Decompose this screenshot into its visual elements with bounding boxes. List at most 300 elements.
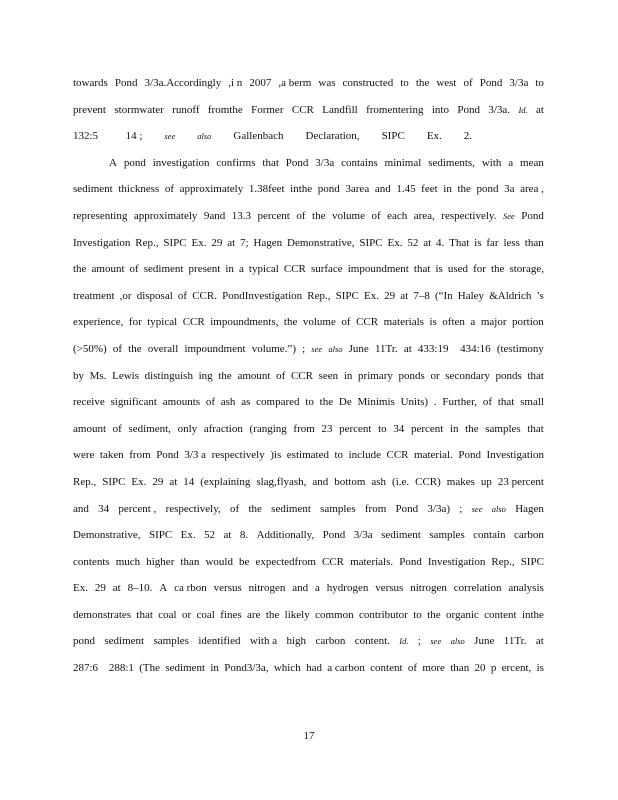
text-word: Lewis [112,369,140,382]
text-word: in [225,263,234,276]
text-word: 3/3a [315,156,335,169]
text-word: at [169,475,178,488]
text-word: of [230,502,240,515]
text-word: of [164,183,175,196]
text-word: Investigation [486,449,544,462]
text-word: at [400,289,409,302]
text-line [73,230,544,257]
text-word: see [471,503,483,514]
text-word: Pond [399,555,422,568]
text-line [73,309,544,336]
text-word: 1.38feet [248,183,285,196]
text-word: 14 [183,475,195,488]
text-word: CCR [356,316,379,329]
text-word: of [371,209,381,222]
text-word: ponds [398,369,425,382]
text-word: See [502,210,515,221]
text-word: Id. [399,636,409,647]
text-word: in [449,422,459,435]
text-word: of [407,662,418,675]
text-word: Pond [457,103,480,116]
text-word: 29 [152,475,164,488]
text-word: percent [410,422,444,435]
text-word: identified [198,635,241,648]
text-word: 3/3a. [488,103,511,116]
text-word: 29 [211,236,223,249]
text-word: small [520,396,544,409]
text-word: Ms. [89,369,107,382]
text-word: seen [318,369,339,382]
text-line [73,283,544,310]
text-word: to [400,77,409,89]
text-word: in [210,662,219,675]
text-word: Rep., [73,475,97,488]
text-word: a [315,582,320,595]
text-word: ercent, [501,662,532,675]
text-word: )is [270,449,282,462]
text-word: that [136,608,153,621]
text-word: only [177,422,198,435]
text-word: 34 [98,502,110,515]
text-word: 52 [204,529,216,542]
text-word: Pond [114,77,138,89]
text-word: the [218,369,232,382]
text-word: CCR [283,263,306,276]
text-word: experience, [73,316,124,329]
text-word: June [348,342,369,355]
text-word: 11Tr. [374,342,398,355]
text-word: Landfill [322,103,358,116]
text-word: less [503,236,520,249]
text-word: the [490,263,505,276]
text-line [73,363,544,390]
text-line [73,123,544,150]
text-word: 287:6 [73,662,99,675]
text-word: pond [317,183,340,196]
text-word: a carbon [327,662,365,675]
text-word: amount [73,422,106,435]
text-word: also [491,503,506,514]
text-word: ponds [495,369,522,382]
text-line [73,655,544,682]
text-word: fromthe [207,103,243,116]
text-word: higher [146,555,175,568]
text-word: at [535,635,544,648]
text-word: Demonstrative, [73,529,141,542]
text-word: from [364,502,387,515]
text-word: the [465,422,479,435]
text-word: also [450,636,465,647]
text-word: taken [99,449,124,462]
text-word: and [312,475,329,488]
text-word: impoundment [347,263,409,276]
text-word: CCR. [192,289,217,302]
text-line [73,150,544,177]
text-word: 20 [474,662,486,675]
text-line [73,256,544,283]
text-word: also [197,131,212,142]
text-word: Demonstrative, [287,236,355,249]
text-word: 8–10. [127,582,153,595]
text-word: overall [147,342,179,355]
text-word: Investigation [73,236,131,249]
text-word: the [248,502,262,515]
text-word: of [341,316,351,329]
text-line [73,469,544,496]
text-word: 34 [393,422,405,435]
text-word: Pond [395,502,419,515]
text-word: distinguish [144,369,193,382]
text-word: that [413,263,431,276]
text-word: materials. [350,555,394,568]
text-line [73,336,544,363]
text-word: 7–8 [413,289,430,302]
text-word: as [241,396,251,409]
text-word: of [276,369,286,382]
text-word: ca rbon [174,582,207,595]
text-word: of [205,396,215,409]
text-word: volume.”) [251,342,296,355]
text-word: inthe [521,608,544,621]
text-word: representing [73,209,128,222]
text-word: the [73,263,87,276]
text-word: hydrogen [326,582,369,595]
text-word: often [442,316,465,329]
text-word: sediment [104,635,145,648]
text-word: pond [476,183,499,196]
text-word: to [413,608,422,621]
text-word: 434:16 [454,342,491,355]
text-word: to [378,422,387,435]
text-word: area, [413,209,435,222]
text-word: That [449,236,470,249]
text-word: amount [91,263,125,276]
text-word: contributor [358,608,408,621]
text-word: nitrogen [410,582,447,595]
text-word: samples [320,502,356,515]
text-word: of [112,342,123,355]
text-word: to [305,396,314,409]
text-word: analysis [508,582,544,595]
text-word: 2. [463,130,473,143]
text-word: Pond [479,77,503,89]
text-word: Pond [458,449,481,462]
text-word: sediments, [428,156,475,169]
text-word: surface [310,263,343,276]
text-line [73,70,544,97]
text-word: had [306,662,322,675]
text-word: content. [354,635,390,648]
text-word: volume [302,316,336,329]
text-word: west [436,77,457,89]
text-word: 1.45 [396,183,416,196]
text-word: at [112,582,121,595]
text-word: percent [257,209,290,222]
text-word: De [338,396,352,409]
text-word: 52 [407,236,419,249]
text-word: (>50%) [73,342,107,355]
text-word: from [293,422,315,435]
text-word: Ex. [191,236,207,249]
text-word: into [431,103,449,116]
text-word: the [415,77,430,89]
text-word: afraction [203,422,243,435]
text-word: correlation [453,582,502,595]
text-word: are [247,608,261,621]
text-word: and [374,183,391,196]
text-word: confirms [216,156,256,169]
text-word: Former [251,103,284,116]
text-word: was [318,77,336,89]
text-word: Pond [156,449,179,462]
text-word: ash [371,475,387,488]
text-word: Units) [400,396,429,409]
text-word: ’s [536,289,544,302]
text-word: the [457,183,471,196]
text-word: sediment, [128,422,171,435]
text-word: percent , [118,502,157,515]
text-word: in [443,183,452,196]
text-word: slag,flyash, [256,475,307,488]
text-word: Pond [521,209,544,222]
text-word: runoff [172,103,200,116]
text-word: a [238,263,244,276]
text-word: Ex. [387,236,403,249]
text-line [73,575,544,602]
text-word: significant [110,396,157,409]
text-word: approximately [133,209,198,222]
text-word: Investigation [427,555,486,568]
text-word: impoundment [184,342,246,355]
text-word: (ranging [249,422,287,435]
text-word: to [535,77,544,89]
text-word: SIPC [102,475,126,488]
text-word: be [239,555,250,568]
text-word: approximately [179,183,244,196]
text-word: sediment [165,662,206,675]
text-word: demonstrates [73,608,132,621]
text-word: and [73,502,89,515]
text-word: SIPC [520,555,544,568]
text-word: &Aldrich [489,289,532,302]
text-word: prevent [73,103,106,116]
text-word: likely [284,608,310,621]
text-word: disposal [136,289,173,302]
text-word: a [470,316,476,329]
text-word: bottom [334,475,366,488]
text-word: SIPC [381,130,405,143]
text-word: or [430,369,440,382]
text-word: coal [158,608,177,621]
text-line [73,97,544,124]
text-word: feet [421,183,438,196]
text-line [73,496,544,523]
text-word: content [370,662,403,675]
text-word: for [473,263,486,276]
text-word: SIPC [148,529,173,542]
text-word: 7; [240,236,249,249]
text-word: (The [139,662,161,675]
text-word: CCR [386,449,409,462]
text-word: investigation [152,156,210,169]
text-word: carbon [315,635,346,648]
text-word: CCR [290,369,313,382]
text-word: 433:19 [417,342,449,355]
text-word: of [482,396,493,409]
text-word: is [536,662,544,675]
text-word: see [164,131,176,142]
text-word: inthe [290,183,313,196]
text-word: Rep., [491,555,515,568]
text-word: primary [358,369,393,382]
text-word: sediment [143,263,184,276]
text-word: area , [520,183,544,196]
text-word: coal [196,608,215,621]
text-word: that [527,369,544,382]
text-word: samples [429,529,465,542]
text-word: Further, [442,396,478,409]
text-word: at [227,236,236,249]
text-word: were [73,449,95,462]
text-word: Ex. [426,130,442,143]
text-word: ; [302,342,306,355]
text-word: ash [220,396,236,409]
text-word: nitrogen [248,582,286,595]
text-word: receive [73,396,105,409]
text-word: at [536,103,544,116]
text-word: of [177,289,188,302]
text-word: than [450,662,470,675]
text-word: 4. [436,236,445,249]
text-word: portion [512,316,544,329]
text-word: 132:5 [73,130,99,143]
text-word: see [311,343,323,354]
text-word: ,i n [228,77,243,89]
text-word: to [334,449,344,462]
text-word: Ex. [131,475,147,488]
text-line [73,176,544,203]
text-word: towards [73,77,108,89]
text-word: the [427,608,441,621]
text-word: 9and [203,209,226,222]
text-word: contain [473,529,506,542]
text-word: 3area [345,183,370,196]
text-line [73,602,544,629]
text-word: A [109,156,117,169]
text-word: Gallenbach [233,130,284,143]
text-word: Hagen [515,502,544,515]
text-word: Pond [285,156,309,169]
text-word: present [188,263,221,276]
text-word: also [328,343,343,354]
text-word: far [486,236,499,249]
text-word: with [481,156,502,169]
text-word: secondary [445,369,490,382]
text-word: 8. [239,529,249,542]
text-word: volume [331,209,365,222]
text-word: for [128,316,142,329]
text-word: Minimis [357,396,395,409]
text-word: versus [375,582,404,595]
text-word: SIPC [335,289,359,302]
text-word: contents [73,555,110,568]
text-word: 3/3a) [427,502,451,515]
text-word: June [474,635,495,648]
text-line [73,522,544,549]
text-word: than [180,555,200,568]
text-word: p [490,662,497,675]
text-word: material. [414,449,453,462]
text-word: 288:1 [103,662,134,675]
text-word: (“In [434,289,453,302]
text-word: treatment [73,289,115,302]
text-word: 23 [321,422,333,435]
text-word: of [296,209,306,222]
text-word: respectively [211,449,265,462]
text-word: in [343,369,353,382]
body-text [73,70,544,682]
text-word: 3/3a [509,77,529,89]
text-word: by [73,369,84,382]
text-word: . [433,396,437,409]
text-word: the [312,209,326,222]
text-word: CCR [182,316,205,329]
text-word: 11Tr. [503,635,527,648]
text-word: fines [220,608,242,621]
text-word: the [319,396,334,409]
text-word: Additionally, [256,529,315,542]
text-word: amount [237,369,271,382]
text-word: Haley [457,289,485,302]
text-word: of [129,263,139,276]
text-word: than [524,236,544,249]
text-word: used [447,263,469,276]
text-word: content [484,608,517,621]
text-word: constructed [342,77,394,89]
text-word: much [115,555,141,568]
text-word: at [423,236,432,249]
text-word: at [403,342,412,355]
text-word: major [480,316,507,329]
text-line [73,442,544,469]
text-word: Ex. [364,289,379,302]
text-word: sediment [381,529,421,542]
text-word: Rep., [135,236,159,249]
text-word: include [348,449,381,462]
text-word: carbon [514,529,544,542]
text-word: compared [256,396,300,409]
text-word: CCR [291,103,314,116]
text-word: (i.e. [392,475,410,488]
text-word: respectively. [441,209,497,222]
text-word: with a [249,635,278,648]
text-word: SIPC [359,236,383,249]
text-word: the [128,342,142,355]
text-word: contains [341,156,378,169]
text-word: pond [123,156,146,169]
text-line [73,203,544,230]
text-word: Hagen [253,236,283,249]
text-word: Declaration, [305,130,360,143]
text-word: makes [446,475,475,488]
text-word: PondInvestigation [222,289,303,302]
text-word: Ex. [180,529,196,542]
text-word: common [315,608,354,621]
text-word: Pond [322,529,346,542]
text-word: high [286,635,307,648]
text-word: 14 ; [120,130,143,143]
text-word: pond [73,635,95,648]
